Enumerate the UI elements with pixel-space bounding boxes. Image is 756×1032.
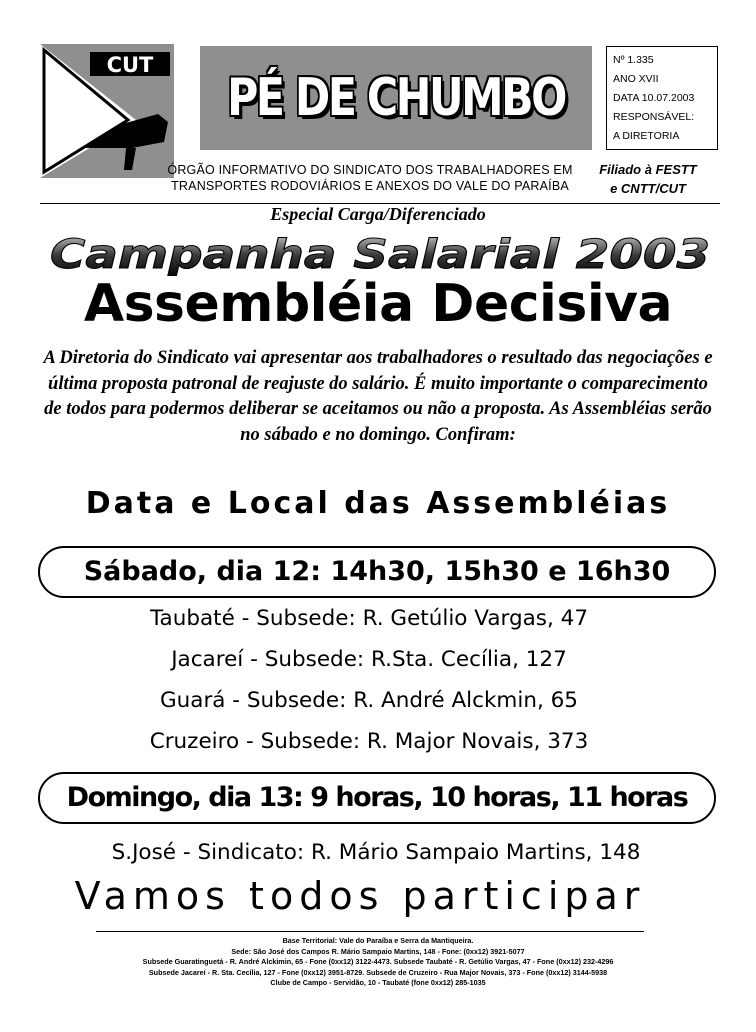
- section-heading: Data e Local das Assembléias: [85, 486, 671, 521]
- masthead-title: PÉ DE CHUMBO: [227, 68, 565, 128]
- issue-responsible-label: RESPONSÁVEL:: [613, 111, 695, 123]
- affiliation: [592, 160, 704, 198]
- footer-addresses: [60, 936, 696, 989]
- footer-line-4: Subsede Jacareí - R. Sta. Cecília, 127 - Fone (0xx12) 3951-8729. Subsede de Cruzeiro - Rua Major Novais, 373 - Fone (0xx12) 3144-5938: [148, 967, 608, 977]
- issue-year: ANO XVII: [613, 73, 659, 85]
- sunday-venue-sjose: S.José - Sindicato: R. Mário Sampaio Martins, 148: [111, 840, 641, 865]
- saturday-venue-guara: Guará - Subsede: R. André Alckmin, 65: [160, 688, 578, 713]
- special-edition-label: Especial Carga/Diferenciado: [270, 204, 486, 224]
- saturday-venue-jacarei: Jacareí - Subsede: R.Sta. Cecília, 127: [171, 647, 567, 672]
- campaign-banner-text: Campanha Salarial 2003: [50, 234, 710, 276]
- footer-divider: [96, 931, 644, 932]
- saturday-venue-taubate: Taubaté - Subsede: R. Getúlio Vargas, 47: [149, 606, 589, 631]
- cut-logo: [40, 44, 174, 178]
- intro-paragraph: A Diretoria do Sindicato vai apresentar aos trabalhadores o resultado das negociações e última proposta patronal de reajuste do salário. É muito importante o comparecimento de todos para podermos deliberar se aceitamos ou não a proposta. As Assembléias serão no sábado e no domingo. Confiram:: [43, 348, 713, 445]
- masthead: [200, 46, 592, 150]
- footer-line-3: Subsede Guaratinguetá - R. André Alckimin, 65 - Fone (0xx12) 3122-4473. Subsede Taubaté - R. Getúlio Vargas, 47 - Fone (0xx12) 232-4296: [142, 957, 614, 966]
- saturday-venue-cruzeiro: Cruzeiro - Subsede: R. Major Novais, 373: [149, 729, 589, 754]
- campaign-banner: [40, 234, 720, 276]
- subtitle-line-2: TRANSPORTES RODOVIÁRIOS E ANEXOS DO VALE DO PARAÍBA: [171, 179, 569, 193]
- saturday-schedule: Sábado, dia 12: 14h30, 15h30 e 16h30: [38, 546, 716, 598]
- footer-line-5: Clube de Campo - Servidão, 10 - Taubaté (fone 0xx12) 285-1035: [270, 978, 486, 987]
- issue-date: DATA 10.07.2003: [613, 92, 695, 104]
- closing-slogan: Vamos todos participar: [74, 874, 646, 918]
- issue-number: Nº 1.335: [613, 54, 654, 66]
- affiliation-line-2: e CNTT/CUT: [610, 181, 686, 196]
- headline: Assembléia Decisiva: [83, 274, 673, 334]
- issue-responsible-value: A DIRETORIA: [613, 130, 680, 142]
- issue-info-box: [606, 46, 718, 150]
- logo-text: CUT: [106, 53, 154, 77]
- footer-line-2: Sede: São José dos Campos R. Mário Sampaio Martins, 148 - Fone: (0xx12) 3921-5077: [231, 946, 525, 956]
- organ-subtitle: [150, 162, 590, 194]
- campaign-banner-graphic: [40, 234, 720, 276]
- affiliation-line-1: Filiado à FESTT: [599, 162, 697, 177]
- footer-line-1: Base Territorial: Vale do Paraíba e Serra da Mantiqueira.: [282, 936, 474, 945]
- cut-logo-graphic: [40, 44, 174, 178]
- subtitle-line-1: ÓRGÃO INFORMATIVO DO SINDICATO DOS TRABALHADORES EM: [167, 163, 573, 177]
- sunday-schedule: Domingo, dia 13: 9 horas, 10 horas, 11 horas: [38, 772, 716, 824]
